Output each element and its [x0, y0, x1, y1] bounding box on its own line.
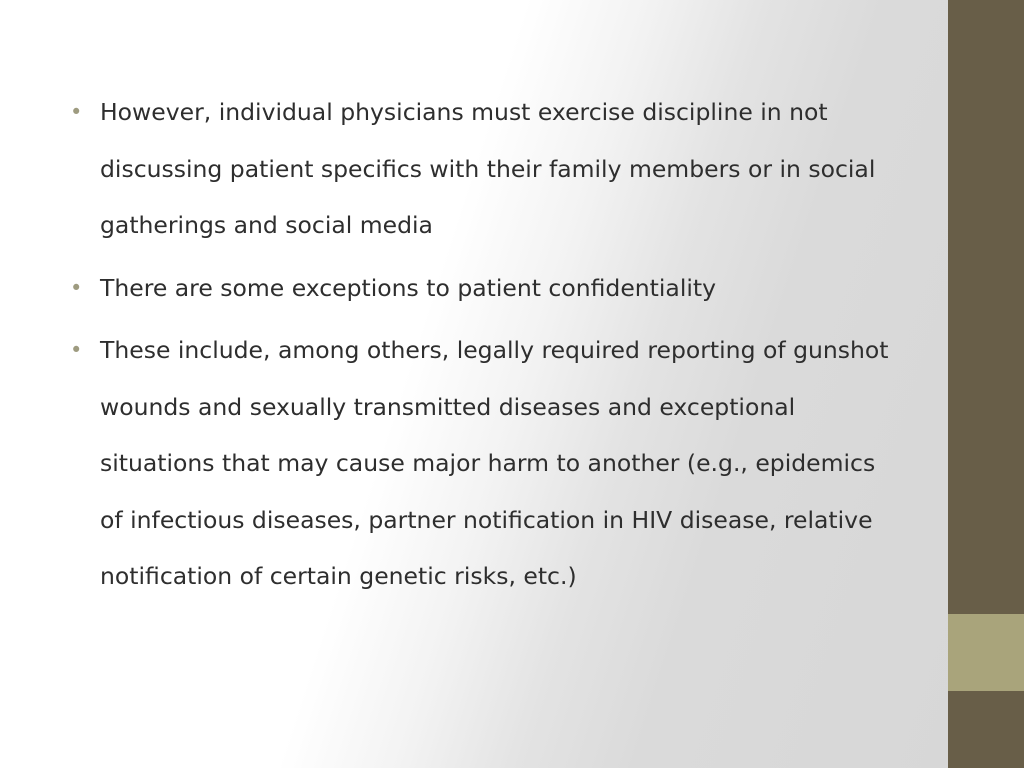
bullet-text: However, individual physicians must exercise discipline in not discussing patient specifics with their family members or in social gatherings and social media	[100, 98, 876, 239]
bullet-icon: •	[70, 338, 83, 362]
bullet-text: These include, among others, legally required reporting of gunshot wounds and sexually transmitted diseases and exceptional situations that may cause major harm to another (e.g., epidemics of infectious diseases, partner notification in HIV disease, relative notification of certain genetic risks, etc.)	[100, 336, 889, 590]
bullet-text: There are some exceptions to patient confidentiality	[100, 273, 717, 302]
bullet-item-confidentiality-discipline	[70, 84, 890, 254]
bullet-icon: •	[70, 275, 83, 300]
bullet-list	[70, 84, 890, 611]
bullet-item-exception-examples	[70, 322, 890, 605]
bullet-item-exceptions	[70, 260, 890, 317]
side-decoration-accent	[948, 614, 1024, 691]
bullet-icon: •	[70, 100, 83, 124]
